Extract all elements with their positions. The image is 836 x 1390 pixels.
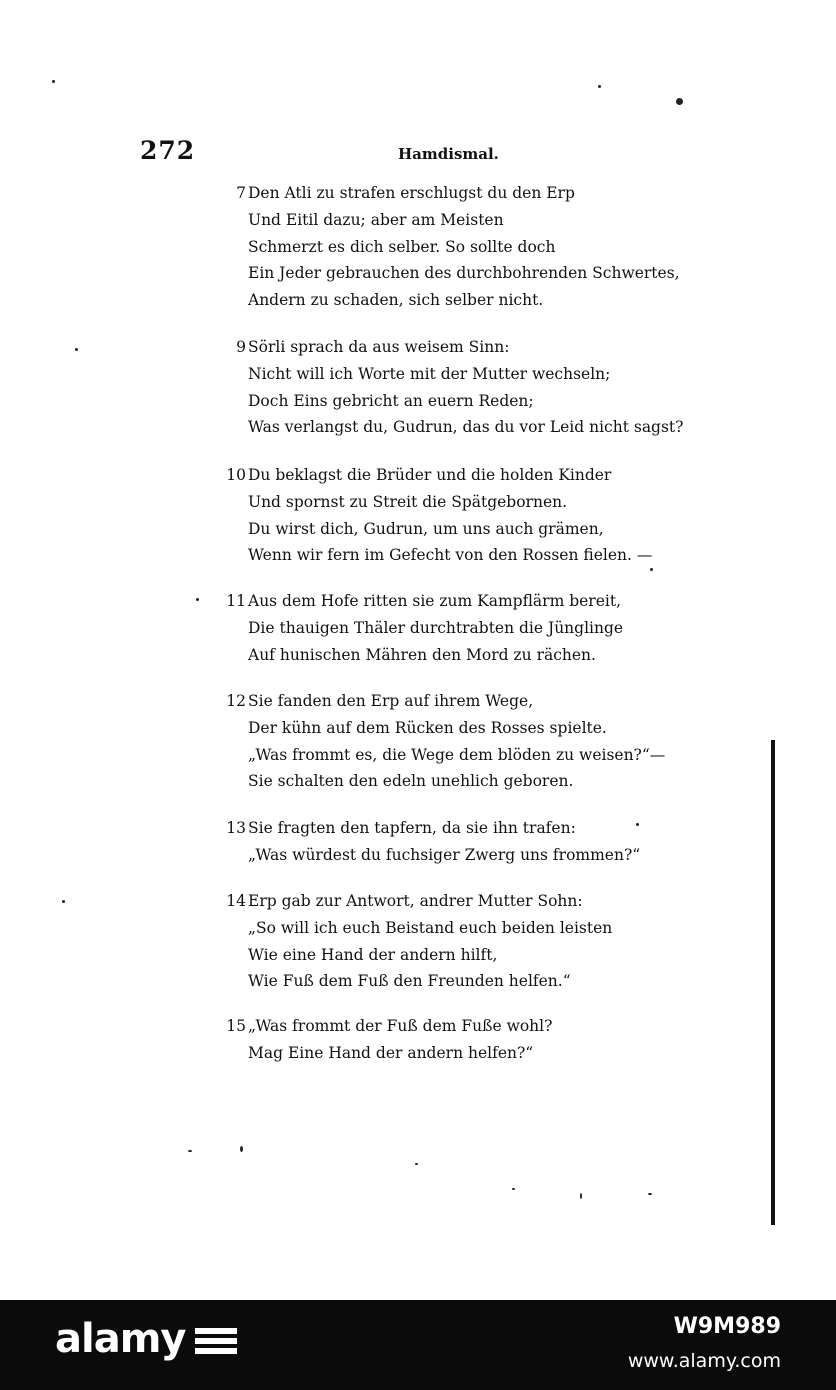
verse-line: 11 Aus dem Hofe ritten sie zum Kampflärm bereit, bbox=[222, 588, 623, 615]
verse-line: Wie eine Hand der andern hilft, bbox=[248, 945, 498, 964]
verse-line: „Was würdest du fuchsiger Zwerg uns frommen?“ bbox=[248, 845, 641, 864]
verse-line: Andern zu schaden, sich selber nicht. bbox=[248, 291, 544, 310]
stanza-9 bbox=[222, 334, 683, 441]
verse-line: Die thauigen Thäler durchtrabten die Jünglinge bbox=[248, 618, 624, 637]
scan-speck bbox=[75, 348, 78, 351]
verse-line: Schmerzt es dich selber. So sollte doch bbox=[248, 237, 556, 256]
verse-line: „Was frommt es, die Wege dem blöden zu weisen?“— bbox=[248, 745, 666, 764]
site-url: www.alamy.com bbox=[627, 1350, 781, 1372]
scan-speck bbox=[598, 85, 601, 88]
verse-line: Und Eitil dazu; aber am Meisten bbox=[248, 210, 504, 229]
stanza-number: 9 bbox=[236, 338, 246, 356]
verse-line: Sie schalten den edeln unehlich geboren. bbox=[248, 772, 574, 791]
verse-line: Du wirst dich, Gudrun, um uns auch grämen, bbox=[248, 519, 604, 538]
stanza-15 bbox=[222, 1013, 552, 1067]
verse-line: 10 Du beklagst die Brüder und die holden Kinder bbox=[222, 462, 652, 489]
stanza-10 bbox=[222, 462, 652, 569]
scan-speck bbox=[188, 1150, 192, 1152]
stanza-number: 14 bbox=[226, 892, 246, 910]
running-header: Hamdismal. bbox=[398, 145, 499, 163]
stanza-7 bbox=[222, 180, 680, 314]
verse-line: 13 Sie fragten den tapfern, da sie ihn trafen: bbox=[222, 815, 640, 842]
verse-line: Der kühn auf dem Rücken des Rosses spielte. bbox=[248, 718, 607, 737]
stanza-13 bbox=[222, 815, 640, 869]
stanza-number: 15 bbox=[226, 1017, 246, 1035]
scan-speck bbox=[240, 1146, 243, 1152]
verse-line: Was verlangst du, Gudrun, das du vor Leid nicht sagst? bbox=[248, 418, 684, 437]
verse-line: Wie Fuß dem Fuß den Freunden helfen.“ bbox=[248, 972, 571, 991]
verse-line: 7 Den Atli zu strafen erschlugst du den Erp bbox=[222, 180, 680, 207]
stanza-number: 7 bbox=[236, 184, 246, 202]
scan-speck bbox=[650, 568, 653, 571]
verse-line: Wenn wir fern im Gefecht von den Rossen fielen. — bbox=[248, 546, 653, 565]
verse-line: Mag Eine Hand der andern helfen?“ bbox=[248, 1043, 534, 1062]
verse-line: Ein Jeder gebrauchen des durchbohrenden Schwertes, bbox=[248, 264, 680, 283]
verse-line: 12 Sie fanden den Erp auf ihrem Wege, bbox=[222, 688, 665, 715]
stanza-14 bbox=[222, 888, 612, 995]
verse-line: Und spornst zu Streit die Spätgebornen. bbox=[248, 492, 568, 511]
scan-speck bbox=[676, 98, 683, 105]
stanza-12 bbox=[222, 688, 665, 795]
stanza-number: 12 bbox=[226, 692, 246, 710]
verse-line: Auf hunischen Mähren den Mord zu rächen. bbox=[248, 645, 596, 664]
verse-line: Doch Eins gebricht an euern Reden; bbox=[248, 391, 534, 410]
stanza-number: 13 bbox=[226, 819, 246, 837]
scan-speck bbox=[580, 1193, 582, 1199]
stanza-number: 11 bbox=[226, 592, 246, 610]
scan-edge-line bbox=[771, 740, 775, 1225]
scan-speck bbox=[636, 823, 639, 826]
stanza-number: 10 bbox=[226, 466, 246, 484]
logo-bars-icon bbox=[195, 1326, 237, 1356]
verse-line: 9 Sörli sprach da aus weisem Sinn: bbox=[222, 334, 683, 361]
brand-logo: alamy bbox=[55, 1316, 237, 1362]
scan-speck bbox=[52, 80, 55, 83]
verse-line: Nicht will ich Worte mit der Mutter wechseln; bbox=[248, 364, 611, 383]
image-id: W9M989 bbox=[673, 1314, 781, 1339]
verse-line: 15 „Was frommt der Fuß dem Fuße wohl? bbox=[222, 1013, 552, 1040]
scan-speck bbox=[196, 598, 199, 601]
stanza-11 bbox=[222, 588, 623, 668]
verse-line: 14 Erp gab zur Antwort, andrer Mutter Sohn: bbox=[222, 888, 612, 915]
page-number: 272 bbox=[140, 136, 196, 165]
verse-line: „So will ich euch Beistand euch beiden leisten bbox=[248, 918, 613, 937]
scan-speck bbox=[648, 1193, 652, 1195]
scan-speck bbox=[512, 1188, 515, 1190]
scan-speck bbox=[62, 900, 65, 903]
scan-speck bbox=[415, 1163, 418, 1165]
